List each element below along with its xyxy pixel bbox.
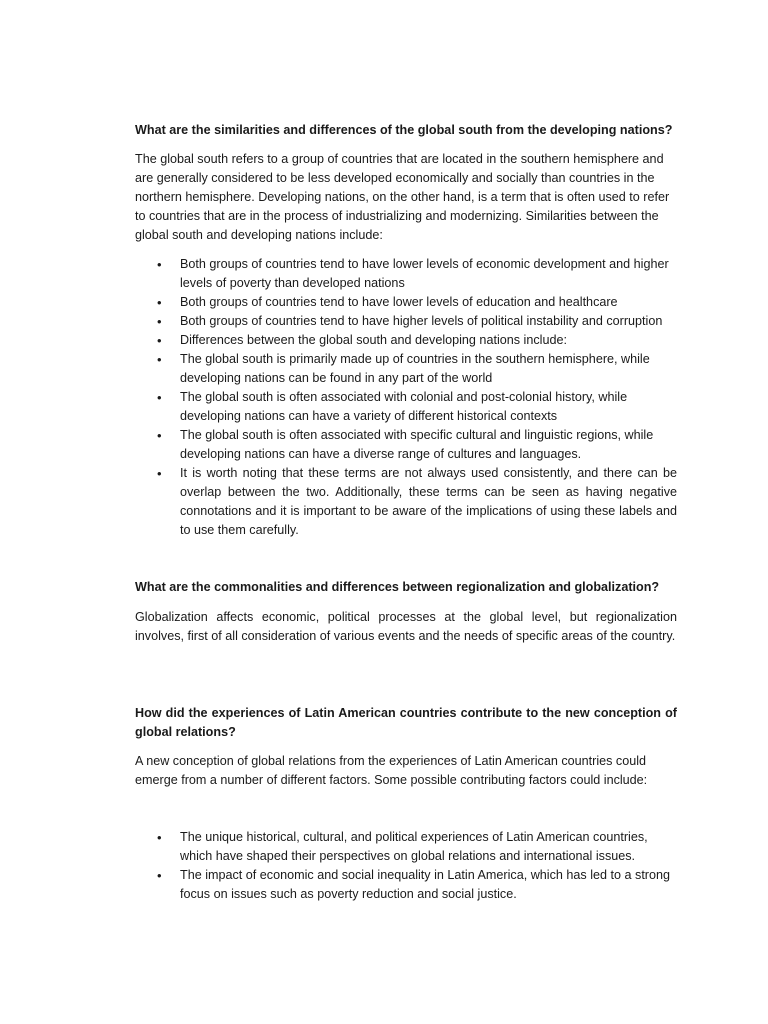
list-item: • The impact of economic and social inequality in Latin America, which has led to a strong focus on issues such as poverty reduction and social justice. xyxy=(157,868,671,901)
question-heading-3: How did the experiences of Latin American countries contribute to the new conception of global relations? xyxy=(135,706,677,739)
bullet-icon: • xyxy=(157,295,162,310)
bullet-icon: • xyxy=(157,314,162,329)
list-item: • The unique historical, cultural, and political experiences of Latin American countries, which have shaped their perspectives on global relations and international issues. xyxy=(157,830,648,863)
bullet-icon: • xyxy=(157,428,162,443)
list-item: • The global south is often associated with colonial and post-colonial history, while developing nations can have a variety of different historical contexts xyxy=(157,390,628,423)
list-item: • Both groups of countries tend to have lower levels of education and healthcare xyxy=(157,295,618,310)
list-item: • The global south is often associated with specific cultural and linguistic regions, while developing nations can have a diverse range of cultures and languages. xyxy=(157,428,654,461)
bullet-icon: • xyxy=(157,868,162,883)
list-item: • The global south is primarily made up of countries in the southern hemisphere, while developing nations can be found in any part of the world xyxy=(157,352,650,385)
bullet-icon: • xyxy=(157,333,162,348)
bullet-icon: • xyxy=(157,390,162,405)
list-item: • Differences between the global south and developing nations include: xyxy=(157,333,567,348)
question-heading-1: What are the similarities and differences of the global south from the developing nations? xyxy=(135,123,673,137)
bullet-list-2 xyxy=(135,828,677,904)
bullet-icon: • xyxy=(157,466,162,481)
paragraph-1: The global south refers to a group of countries that are located in the southern hemisphere and are generally considered to be less developed economically and socially than countries in the northern hemisphere. Developing nations, on the other hand, is a term that is often used to refer to countries that are in the process of industrializing and modernizing. Similarities between the global south and developing nations include: xyxy=(135,152,670,242)
list-item: • Both groups of countries tend to have lower levels of economic development and higher levels of poverty than developed nations xyxy=(157,257,669,290)
bullet-list-1 xyxy=(135,255,677,540)
bullet-icon: • xyxy=(157,830,162,845)
list-item: • Both groups of countries tend to have higher levels of political instability and corruption xyxy=(157,314,663,329)
paragraph-2: Globalization affects economic, political processes at the global level, but regionalization involves, first of all consideration of various events and the needs of specific areas of the country. xyxy=(135,610,677,643)
bullet-icon: • xyxy=(157,352,162,367)
question-heading-2: What are the commonalities and differences between regionalization and globalization? xyxy=(135,580,660,594)
paragraph-3: A new conception of global relations from the experiences of Latin American countries could emerge from a number of different factors. Some possible contributing factors could include: xyxy=(135,754,648,787)
bullet-icon: • xyxy=(157,257,162,272)
list-item: • It is worth noting that these terms are not always used consistently, and there can be overlap between the two. Additionally, these terms can be seen as having negative connotations and it is important to be aware of the implications of using these labels and to use them carefully. xyxy=(157,466,677,537)
